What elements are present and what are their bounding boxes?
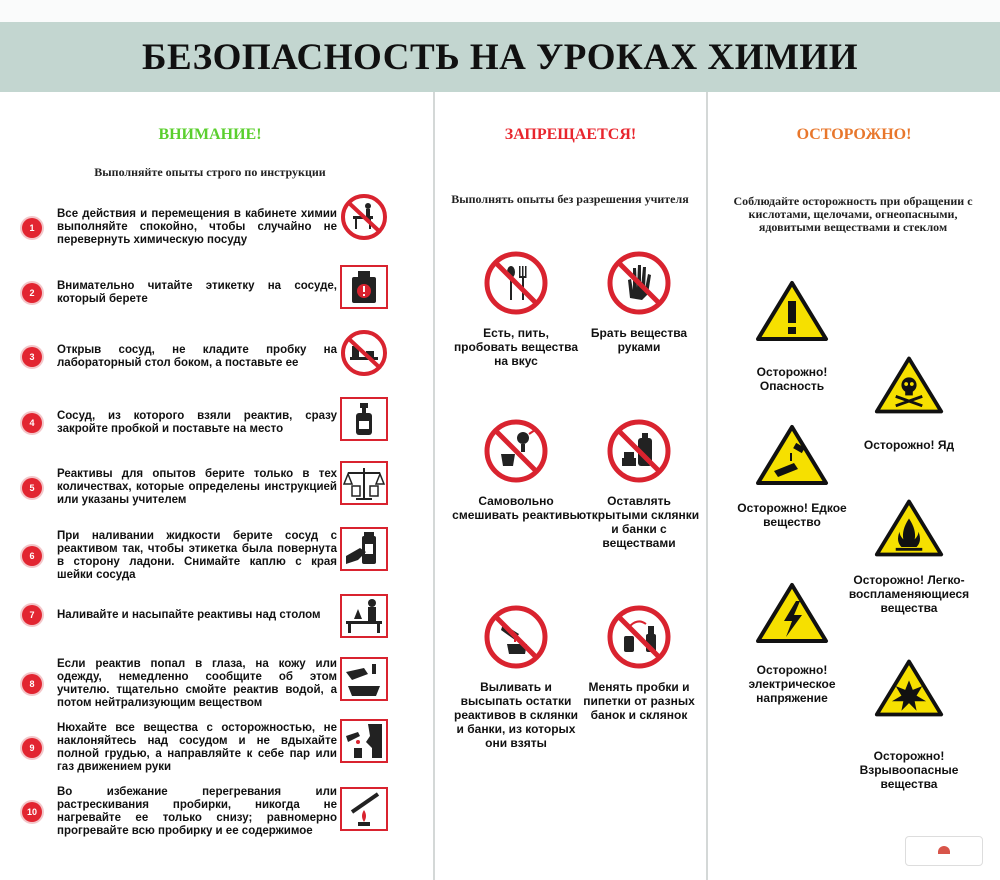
pouring-hand-icon [338,526,390,572]
rule-number: 1 [22,218,42,238]
attention-title: ВНИМАНИЕ! [158,126,262,143]
explosion-icon [873,657,945,719]
careful-movement-icon [338,194,390,240]
rule-text: Сосуд, из которого взяли реактив, сразу закройте пробкой и поставьте на место [57,410,337,435]
corrosive-icon [754,423,830,487]
table-pouring-icon [338,593,390,639]
rule-text: При наливании жидкости берите сосуд с реактивом так, чтобы этикетка была повернута в сторону ладони. Снимайте каплю с края шейки сосуда [57,530,337,581]
mixing-icon [483,418,549,484]
page-title: БЕЗОПАСНОСТЬ НА УРОКАХ ХИМИИ [142,36,858,78]
caution-caption: Осторожно! Опасность [756,365,828,393]
swap-stopper-icon [606,604,672,670]
open-jar-icon [606,418,672,484]
rule-number: 5 [22,478,42,498]
attention-subtitle: Выполняйте опыты строго по инструкции [94,165,326,179]
caution-caption: Осторожно! Легко-воспламеняющиеся вещества [848,573,970,615]
caution-subtitle: Соблюдайте осторожность при обращении с кислотами, щелочами, огнеопасными, ядовитыми веществами и стеклом [733,194,973,234]
caution-title: ОСТОРОЖНО! [796,126,912,143]
column-divider [706,92,708,880]
forbidden-caption: Брать вещества руками [590,326,688,354]
flame-icon [873,497,945,559]
forbidden-title: ЗАПРЕЩАЕТСЯ! [504,126,637,143]
forbidden-caption: Выливать и высыпать остатки реактивов в склянки и банки, из которых они взяты [454,680,578,750]
rule-number: 3 [22,347,42,367]
hand-icon [606,250,672,316]
forbidden-caption: Менять пробки и пипетки от разных банок и склянок [583,680,695,722]
forbidden-item [451,418,581,522]
caution-item [736,581,848,705]
rule-text: Наливайте и насыпайте реактивы над столом [57,608,321,621]
caution-item [736,279,848,393]
column-divider [433,92,435,880]
pour-back-icon [483,604,549,670]
rule-number: 9 [22,738,42,758]
caution-item [844,497,974,615]
forbidden-caption: Есть, пить, пробовать вещества на вкус [453,326,579,368]
rule-text: Если реактив попал в глаза, на кожу или одежду, немедленно сообщите об этом учителю. тщательно смойте реактив водой, а потом нейтрализующим веществом [57,658,337,709]
top-band [0,0,1000,22]
label-bottle-icon [338,264,390,310]
rule-number: 4 [22,413,42,433]
caution-item [844,657,974,791]
scales-icon [338,460,390,506]
rule-number: 8 [22,674,42,694]
rule-text: Реактивы для опытов берите только в тех количествах, которые определены инструкцией или указаны учителем [57,468,337,506]
forbidden-caption: Оставлять открытыми склянки и банки с веществами [578,494,700,550]
stopper-icon [338,330,390,376]
rule-number: 7 [22,605,42,625]
forbidden-caption: Самовольно смешивать реактивы [452,494,580,522]
skull-icon [873,354,945,416]
closed-bottle-icon [338,396,390,442]
caution-item [854,354,964,452]
header-banner [0,22,1000,92]
caution-caption: Осторожно! Взрывоопасные вещества [859,749,959,791]
forbidden-item [574,250,704,354]
forbidden-item [574,604,704,722]
rule-text: Нюхайте все вещества с осторожностью, не наклоняйтесь над сосудом и не вдыхайте полной грудью, а направляйте к себе пар или газ движением руки [57,722,337,773]
forbidden-item [574,418,704,550]
forbidden-subtitle: Выполнять опыты без разрешения учителя [451,192,689,206]
smelling-icon [338,718,390,764]
caution-item [736,423,848,529]
rule-number: 10 [22,802,42,822]
rule-text: Во избежание перегревания или растрескивания пробирки, никогда не нагревайте ее только снизу; равномерно прогревайте всю пробирку и ее содержимое [57,786,337,837]
caution-caption: Осторожно! Едкое вещество [737,501,847,529]
rule-number: 2 [22,283,42,303]
lightning-icon [754,581,830,645]
rule-text: Внимательно читайте этикетку на сосуде, который берете [57,280,337,305]
rule-text: Все действия и перемещения в кабинете химии выполняйте спокойно, чтобы случайно не перевернуть химическую посуду [57,208,337,246]
rule-number: 6 [22,546,42,566]
forbidden-item [451,250,581,368]
publisher-logo [905,836,983,866]
forbidden-item [451,604,581,750]
washing-hands-icon [338,656,390,702]
fork-spoon-icon [483,250,549,316]
heating-tube-icon [338,786,390,832]
caution-caption: Осторожно! электрическое напряжение [748,663,836,705]
rule-text: Открыв сосуд, не кладите пробку на лабораторный стол боком, а поставьте ее [57,344,337,369]
caution-caption: Осторожно! Яд [863,438,955,452]
exclamation-icon [754,279,830,343]
